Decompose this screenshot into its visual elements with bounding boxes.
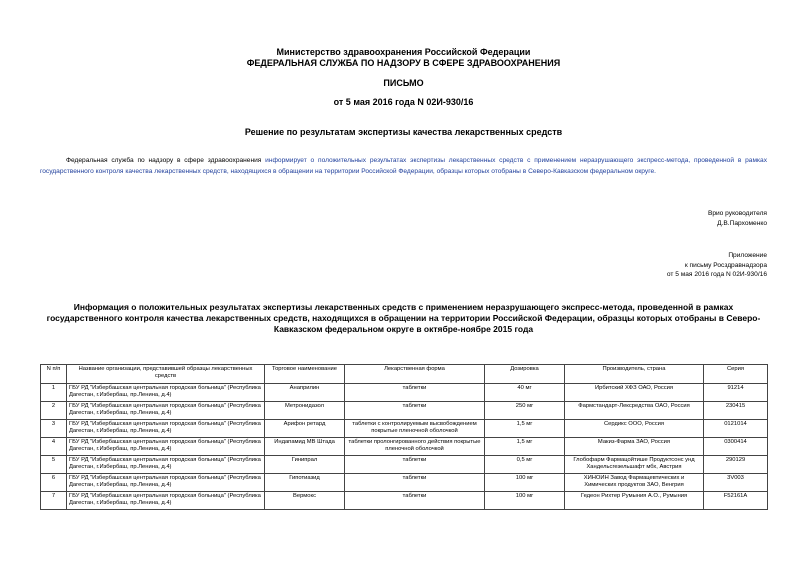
table-row (41, 474, 768, 492)
cell-manufacturer: Ирбитский ХФЗ ОАО, Россия (565, 384, 704, 402)
cell-form: таблетки (345, 474, 485, 492)
table-row (41, 456, 768, 474)
table-header-row (41, 365, 768, 384)
table-row (41, 402, 768, 420)
cell-number: 4 (41, 438, 67, 456)
appendix-date: от 5 мая 2016 года N 02И-930/16 (666, 271, 767, 278)
cell-organization: ГБУ РД "Избербашская центральная городская больница" (Республика Дагестан, г.Избербаш, пр.Ленина, д.4) (67, 438, 265, 456)
cell-organization: ГБУ РД "Избербашская центральная городская больница" (Республика Дагестан, г.Избербаш, пр.Ленина, д.4) (67, 474, 265, 492)
cell-form: таблетки с контролируемым высвобождением покрытые пленочной оболочкой (345, 420, 485, 438)
document-type: ПИСЬМО (383, 78, 424, 88)
col-header-form: Лекарственная форма (345, 365, 485, 384)
cell-manufacturer: Сердикс ООО, Россия (565, 420, 704, 438)
cell-number: 5 (41, 456, 67, 474)
cell-trade-name: Индапамид МВ Штада (265, 438, 345, 456)
cell-manufacturer: Фармстандарт-Лексредства ОАО, Россия (565, 402, 704, 420)
appendix-ref: к письму Росздравнадзора (684, 261, 767, 269)
cell-series: 0300414 (704, 438, 768, 456)
cell-manufacturer: ХИНОИН Завод Фармацевтических и Химических продуктов ЗАО, Венгрия (565, 474, 704, 492)
info-title: Информация о положительных результатах экспертизы лекарственных средств с применением неразрушающего экспресс-метода, проведенной в рамках государственного контроля качества лекарственных средств, находящихся в обращении на территории Российской Федерации, образцы которых отобраны в Северо-Кавказском федеральном округе в октябре-ноябре 2015 года (46, 302, 761, 334)
table-row (41, 492, 768, 510)
cell-organization: ГБУ РД "Избербашская центральная городская больница" (Республика Дагестан, г.Избербаш, пр.Ленина, д.4) (67, 492, 265, 510)
cell-trade-name: Гипотиазид (265, 474, 345, 492)
cell-series: 3V003 (704, 474, 768, 492)
cell-series: 230415 (704, 402, 768, 420)
cell-trade-name: Арифон ретард (265, 420, 345, 438)
cell-form: таблетки (345, 492, 485, 510)
cell-trade-name: Метронидазол (265, 402, 345, 420)
cell-organization: ГБУ РД "Избербашская центральная городская больница" (Республика Дагестан, г.Избербаш, пр.Ленина, д.4) (67, 384, 265, 402)
cell-series: 91214 (704, 384, 768, 402)
cell-trade-name: Анаприлин (265, 384, 345, 402)
cell-dosage: 40 мг (485, 384, 565, 402)
table-row (41, 420, 768, 438)
cell-manufacturer: Макиз-Фарма ЗАО, Россия (565, 438, 704, 456)
results-table (40, 364, 768, 510)
col-header-organization: Название организации, представившей образцы лекарственных средств (67, 365, 265, 384)
cell-dosage: 100 мг (485, 492, 565, 510)
cell-series: F52161A (704, 492, 768, 510)
col-header-trade-name: Торговое наименование (265, 365, 345, 384)
cell-manufacturer: Гедеон Рихтер Румыния А.О., Румыния (565, 492, 704, 510)
cell-number: 1 (41, 384, 67, 402)
ministry-title: Министерство здравоохранения Российской Федерации (276, 47, 531, 57)
document-date: от 5 мая 2016 года N 02И-930/16 (333, 97, 474, 107)
cell-trade-name: Гинипрал (265, 456, 345, 474)
cell-organization: ГБУ РД "Избербашская центральная городская больница" (Республика Дагестан, г.Избербаш, пр.Ленина, д.4) (67, 402, 265, 420)
table-row (41, 438, 768, 456)
signature-block (708, 209, 767, 228)
col-header-series: Серия (704, 365, 768, 384)
cell-manufacturer: Глобофарм Фармацойтише Продуктсонс унд Хандельсгезельшафт мбх, Австрия (565, 456, 704, 474)
cell-series: 0121014 (704, 420, 768, 438)
cell-number: 3 (41, 420, 67, 438)
table-row (41, 384, 768, 402)
cell-number: 6 (41, 474, 67, 492)
cell-dosage: 100 мг (485, 474, 565, 492)
col-header-number: N п/п (41, 365, 67, 384)
appendix-label: Приложение (728, 252, 767, 259)
service-title: ФЕДЕРАЛЬНАЯ СЛУЖБА ПО НАДЗОРУ В СФЕРЕ ЗДРАВООХРАНЕНИЯ (246, 58, 561, 68)
cell-dosage: 1,5 мг (485, 420, 565, 438)
cell-dosage: 0,5 мг (485, 456, 565, 474)
cell-dosage: 1,5 мг (485, 438, 565, 456)
cell-dosage: 250 мг (485, 402, 565, 420)
signature-name: Д.В.Пархоменко (717, 219, 767, 227)
cell-number: 2 (41, 402, 67, 420)
cell-organization: ГБУ РД "Избербашская центральная городская больница" (Республика Дагестан, г.Избербаш, пр.Ленина, д.4) (67, 456, 265, 474)
col-header-dosage: Дозировка (485, 365, 565, 384)
cell-form: таблетки (345, 402, 485, 420)
cell-series: 290129 (704, 456, 768, 474)
col-header-manufacturer: Производитель, страна (565, 365, 704, 384)
intro-text: Федеральная служба по надзору в сфере здравоохранения (66, 157, 262, 164)
cell-trade-name: Вермокс (265, 492, 345, 510)
signature-position: Врио руководителя (707, 210, 767, 217)
appendix-block (667, 251, 767, 280)
cell-form: таблетки (345, 384, 485, 402)
intro-link[interactable]: информирует о положительных результатах экспертизы лекарственных средств с применением неразрушающего экспресс-метода, проведенной в рамках государственного контроля качества лекарственных средств, находящихся в обращении на территории Российской Федерации, образцы которых отобраны в Северо-Кавказском федеральном округе. (40, 157, 767, 175)
cell-number: 7 (41, 492, 67, 510)
cell-form: таблетки (345, 456, 485, 474)
cell-organization: ГБУ РД "Избербашская центральная городская больница" (Республика Дагестан, г.Избербаш, пр.Ленина, д.4) (67, 420, 265, 438)
document-subject: Решение по результатам экспертизы качества лекарственных средств (244, 127, 563, 137)
cell-form: таблетки пролонгированного действия покрытые пленочной оболочкой (345, 438, 485, 456)
intro-paragraph (40, 156, 767, 177)
